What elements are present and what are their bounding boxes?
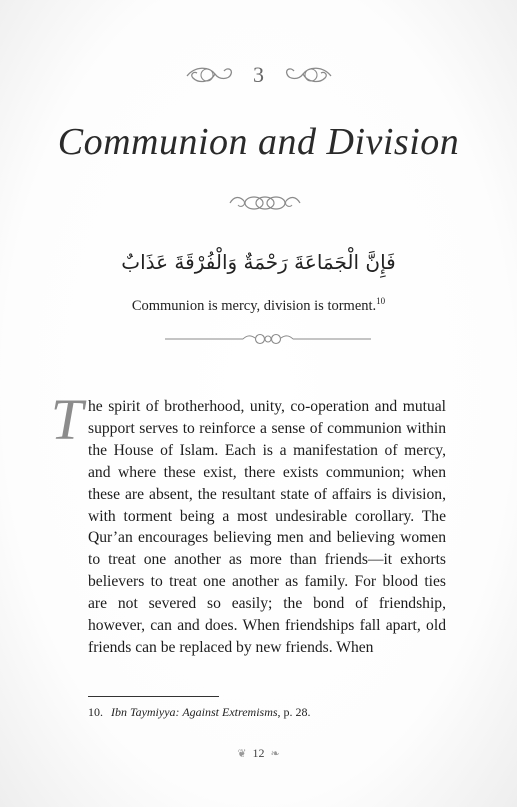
arabic-epigraph: فَإِنَّ الْجَمَاعَةَ رَحْمَةٌ وَالْفُرْقَةَ عَذَابٌ <box>121 250 396 274</box>
right-flourish-icon <box>281 64 333 86</box>
body-paragraph <box>50 387 446 659</box>
footnote-marker[interactable]: 10 <box>376 296 386 306</box>
title-flourish-icon <box>228 192 302 214</box>
chapter-title: Communion and Division <box>57 121 460 163</box>
folio-left-ornament-icon: ❦ <box>237 748 247 760</box>
epigraph-text: Communion is mercy, division is torment. <box>131 297 377 314</box>
page-folio <box>0 746 517 761</box>
footnote-page-ref: , p. 28. <box>277 705 311 719</box>
page-number: 12 <box>252 746 265 760</box>
footnote-source-title: Ibn Taymiyya: Against Extremisms <box>111 705 278 719</box>
footnote-number: 10. <box>88 705 103 719</box>
paragraph-text: he spirit of brotherhood, unity, co-operation and mutual support serves to reinforce a sense of communion within the House of Islam. Each is a manifestation of mercy, and where these exist, there exists communion; when these are absent, the resultant state of affairs is division, with torment being a most undesirable corollary. The Qur’an encourages believing men and believing women to treat one another as more than friends—it exhorts believers to treat one another as family. For blood ties are not severed so easily; the bond of friendship, however, can and does. When friendships fall apart, old friends can be replaced by new friends. When <box>88 398 446 656</box>
epigraph-translation <box>0 296 517 315</box>
section-divider-icon <box>165 332 371 346</box>
left-flourish-icon <box>185 64 237 86</box>
footnote <box>88 705 448 720</box>
drop-cap: T <box>50 387 83 452</box>
chapter-number: 3 <box>253 62 264 87</box>
folio-right-ornament-icon: ❧ <box>270 748 280 760</box>
footnote-rule <box>88 696 219 697</box>
chapter-heading <box>0 62 517 88</box>
